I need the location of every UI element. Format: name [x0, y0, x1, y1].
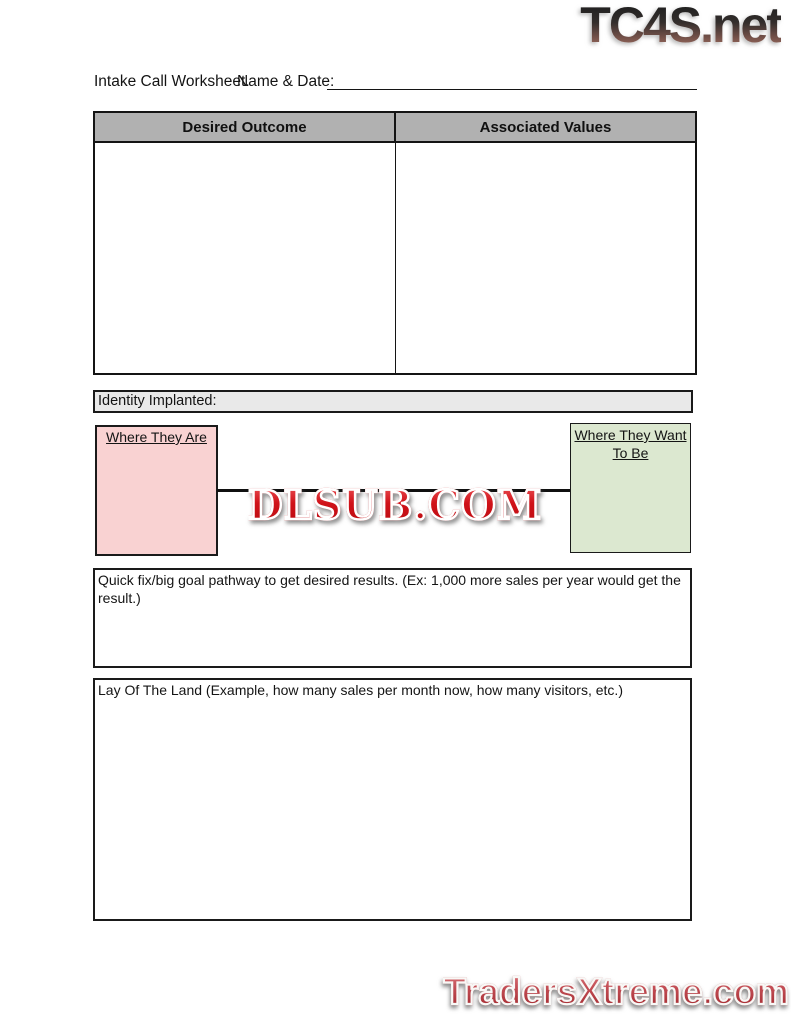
- tradersxtreme-watermark: TradersXtreme.com: [443, 971, 789, 1012]
- outcomes-table: [93, 111, 697, 375]
- associated-values-cell: [395, 142, 696, 374]
- column-header-associated-values: Associated Values: [395, 112, 696, 142]
- column-header-desired-outcome: Desired Outcome: [94, 112, 395, 142]
- quick-fix-box: Quick fix/big goal pathway to get desired results. (Ex: 1,000 more sales per year would get the result.): [93, 568, 692, 668]
- where-they-want-to-be-label: Where They Want To Be: [574, 427, 687, 462]
- tc4s-watermark: TC4S.net: [580, 0, 781, 53]
- name-date-blank-line: [327, 75, 697, 90]
- desired-outcome-cell: [94, 142, 395, 374]
- table-header-row: [94, 112, 696, 142]
- worksheet-title: Intake Call Worksheet.: [94, 73, 250, 90]
- where-they-are-label: Where They Are: [106, 429, 207, 445]
- identity-implanted-bar: Identity Implanted:: [93, 390, 693, 413]
- table-row: [94, 142, 696, 374]
- lay-of-the-land-box: Lay Of The Land (Example, how many sales per month now, how many visitors, etc.): [93, 678, 692, 921]
- name-date-label: Name & Date:: [237, 73, 335, 90]
- dlsub-watermark: DLSUB.COM: [93, 482, 697, 529]
